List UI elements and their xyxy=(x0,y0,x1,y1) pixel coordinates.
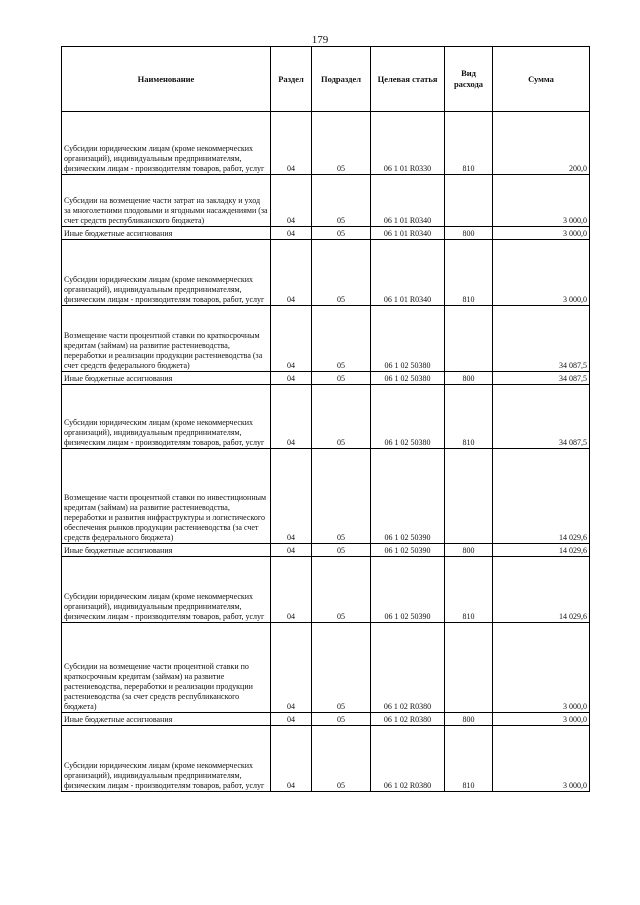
cell-podrazdel: 05 xyxy=(312,306,371,372)
cell-cel: 06 1 02 R0380 xyxy=(371,623,445,713)
cell-vid: 800 xyxy=(445,544,493,557)
header-vid: Вид расхода xyxy=(445,47,493,112)
cell-vid: 800 xyxy=(445,227,493,240)
cell-razdel: 04 xyxy=(271,449,312,544)
cell-summa: 200,0 xyxy=(493,112,590,175)
cell-vid: 810 xyxy=(445,557,493,623)
cell-vid: 810 xyxy=(445,112,493,175)
table-row xyxy=(62,385,590,449)
cell-cel: 06 1 01 R0330 xyxy=(371,112,445,175)
cell-vid xyxy=(445,449,493,544)
cell-vid xyxy=(445,175,493,227)
cell-podrazdel: 05 xyxy=(312,623,371,713)
cell-razdel: 04 xyxy=(271,372,312,385)
cell-vid: 800 xyxy=(445,372,493,385)
header-row xyxy=(62,47,590,112)
cell-name: Иные бюджетные ассигнования xyxy=(62,227,271,240)
cell-vid: 810 xyxy=(445,240,493,306)
table-row xyxy=(62,112,590,175)
cell-name: Субсидии юридическим лицам (кроме некоммерческих организаций), индивидуальным предпринимателям, физическим лицам - производителям товаров, работ, услуг xyxy=(62,385,271,449)
table-row xyxy=(62,227,590,240)
cell-razdel: 04 xyxy=(271,227,312,240)
cell-name: Иные бюджетные ассигнования xyxy=(62,372,271,385)
cell-cel: 06 1 02 50390 xyxy=(371,557,445,623)
cell-podrazdel: 05 xyxy=(312,175,371,227)
cell-podrazdel: 05 xyxy=(312,726,371,792)
cell-summa: 34 087,5 xyxy=(493,372,590,385)
cell-razdel: 04 xyxy=(271,175,312,227)
table-row xyxy=(62,240,590,306)
cell-razdel: 04 xyxy=(271,557,312,623)
cell-cel: 06 1 02 50380 xyxy=(371,372,445,385)
cell-cel: 06 1 01 R0340 xyxy=(371,227,445,240)
budget-table xyxy=(61,46,590,792)
cell-name: Субсидии на возмещение части затрат на закладку и уход за многолетними плодовыми и ягодными насаждениями (за счет средств республиканского бюджета) xyxy=(62,175,271,227)
cell-razdel: 04 xyxy=(271,112,312,175)
cell-razdel: 04 xyxy=(271,385,312,449)
cell-cel: 06 1 02 50380 xyxy=(371,306,445,372)
cell-vid: 810 xyxy=(445,726,493,792)
header-summa: Сумма xyxy=(493,47,590,112)
header-razdel: Раздел xyxy=(271,47,312,112)
cell-podrazdel: 05 xyxy=(312,240,371,306)
table-row xyxy=(62,544,590,557)
cell-name: Субсидии юридическим лицам (кроме некоммерческих организаций), индивидуальным предпринимателям, физическим лицам - производителям товаров, работ, услуг xyxy=(62,240,271,306)
cell-name: Субсидии на возмещение части процентной ставки по краткосрочным кредитам (займам) на развитие растениеводства, переработки и реализации продукции растениеводства (за счет средств республиканского бюджета) xyxy=(62,623,271,713)
cell-summa: 3 000,0 xyxy=(493,623,590,713)
cell-summa: 3 000,0 xyxy=(493,713,590,726)
table-row xyxy=(62,623,590,713)
cell-cel: 06 1 01 R0340 xyxy=(371,240,445,306)
cell-cel: 06 1 01 R0340 xyxy=(371,175,445,227)
cell-cel: 06 1 02 50390 xyxy=(371,544,445,557)
cell-summa: 3 000,0 xyxy=(493,175,590,227)
cell-vid: 810 xyxy=(445,385,493,449)
header-cel: Целевая статья xyxy=(371,47,445,112)
cell-name: Возмещение части процентной ставки по краткосрочным кредитам (займам) на развитие растениеводства, переработки и реализации продукции растениеводства (за счет средств федерального бюджета) xyxy=(62,306,271,372)
cell-cel: 06 1 02 R0380 xyxy=(371,726,445,792)
cell-podrazdel: 05 xyxy=(312,227,371,240)
cell-podrazdel: 05 xyxy=(312,544,371,557)
table-row xyxy=(62,557,590,623)
cell-podrazdel: 05 xyxy=(312,372,371,385)
cell-cel: 06 1 02 50380 xyxy=(371,385,445,449)
cell-name: Иные бюджетные ассигнования xyxy=(62,544,271,557)
cell-name: Иные бюджетные ассигнования xyxy=(62,713,271,726)
cell-vid xyxy=(445,306,493,372)
cell-vid xyxy=(445,623,493,713)
table-row xyxy=(62,713,590,726)
cell-summa: 3 000,0 xyxy=(493,227,590,240)
cell-vid: 800 xyxy=(445,713,493,726)
cell-name: Субсидии юридическим лицам (кроме некоммерческих организаций), индивидуальным предпринимателям, физическим лицам - производителям товаров, работ, услуг xyxy=(62,112,271,175)
table-row xyxy=(62,306,590,372)
header-name: Наименование xyxy=(62,47,271,112)
cell-summa: 3 000,0 xyxy=(493,240,590,306)
cell-podrazdel: 05 xyxy=(312,713,371,726)
cell-razdel: 04 xyxy=(271,240,312,306)
header-podrazdel: Подраздел xyxy=(312,47,371,112)
cell-razdel: 04 xyxy=(271,713,312,726)
table-row xyxy=(62,175,590,227)
cell-summa: 3 000,0 xyxy=(493,726,590,792)
page-number: 179 xyxy=(311,34,329,46)
cell-cel: 06 1 02 R0380 xyxy=(371,713,445,726)
cell-name: Субсидии юридическим лицам (кроме некоммерческих организаций), индивидуальным предпринимателям, физическим лицам - производителям товаров, работ, услуг xyxy=(62,557,271,623)
table-row xyxy=(62,726,590,792)
cell-podrazdel: 05 xyxy=(312,112,371,175)
cell-summa: 14 029,6 xyxy=(493,449,590,544)
cell-podrazdel: 05 xyxy=(312,385,371,449)
table-row xyxy=(62,449,590,544)
cell-razdel: 04 xyxy=(271,544,312,557)
cell-summa: 14 029,6 xyxy=(493,544,590,557)
cell-summa: 34 087,5 xyxy=(493,306,590,372)
cell-cel: 06 1 02 50390 xyxy=(371,449,445,544)
cell-name: Возмещение части процентной ставки по инвестиционным кредитам (займам) на развитие растениеводства, переработки и развития инфраструктуры и логистического обеспечения рынков продукции растениеводства (за счет средств федерального бюджета) xyxy=(62,449,271,544)
table-row xyxy=(62,372,590,385)
cell-summa: 34 087,5 xyxy=(493,385,590,449)
cell-razdel: 04 xyxy=(271,306,312,372)
cell-podrazdel: 05 xyxy=(312,449,371,544)
cell-podrazdel: 05 xyxy=(312,557,371,623)
cell-name: Субсидии юридическим лицам (кроме некоммерческих организаций), индивидуальным предпринимателям, физическим лицам - производителям товаров, работ, услуг xyxy=(62,726,271,792)
cell-razdel: 04 xyxy=(271,726,312,792)
cell-razdel: 04 xyxy=(271,623,312,713)
cell-summa: 14 029,6 xyxy=(493,557,590,623)
